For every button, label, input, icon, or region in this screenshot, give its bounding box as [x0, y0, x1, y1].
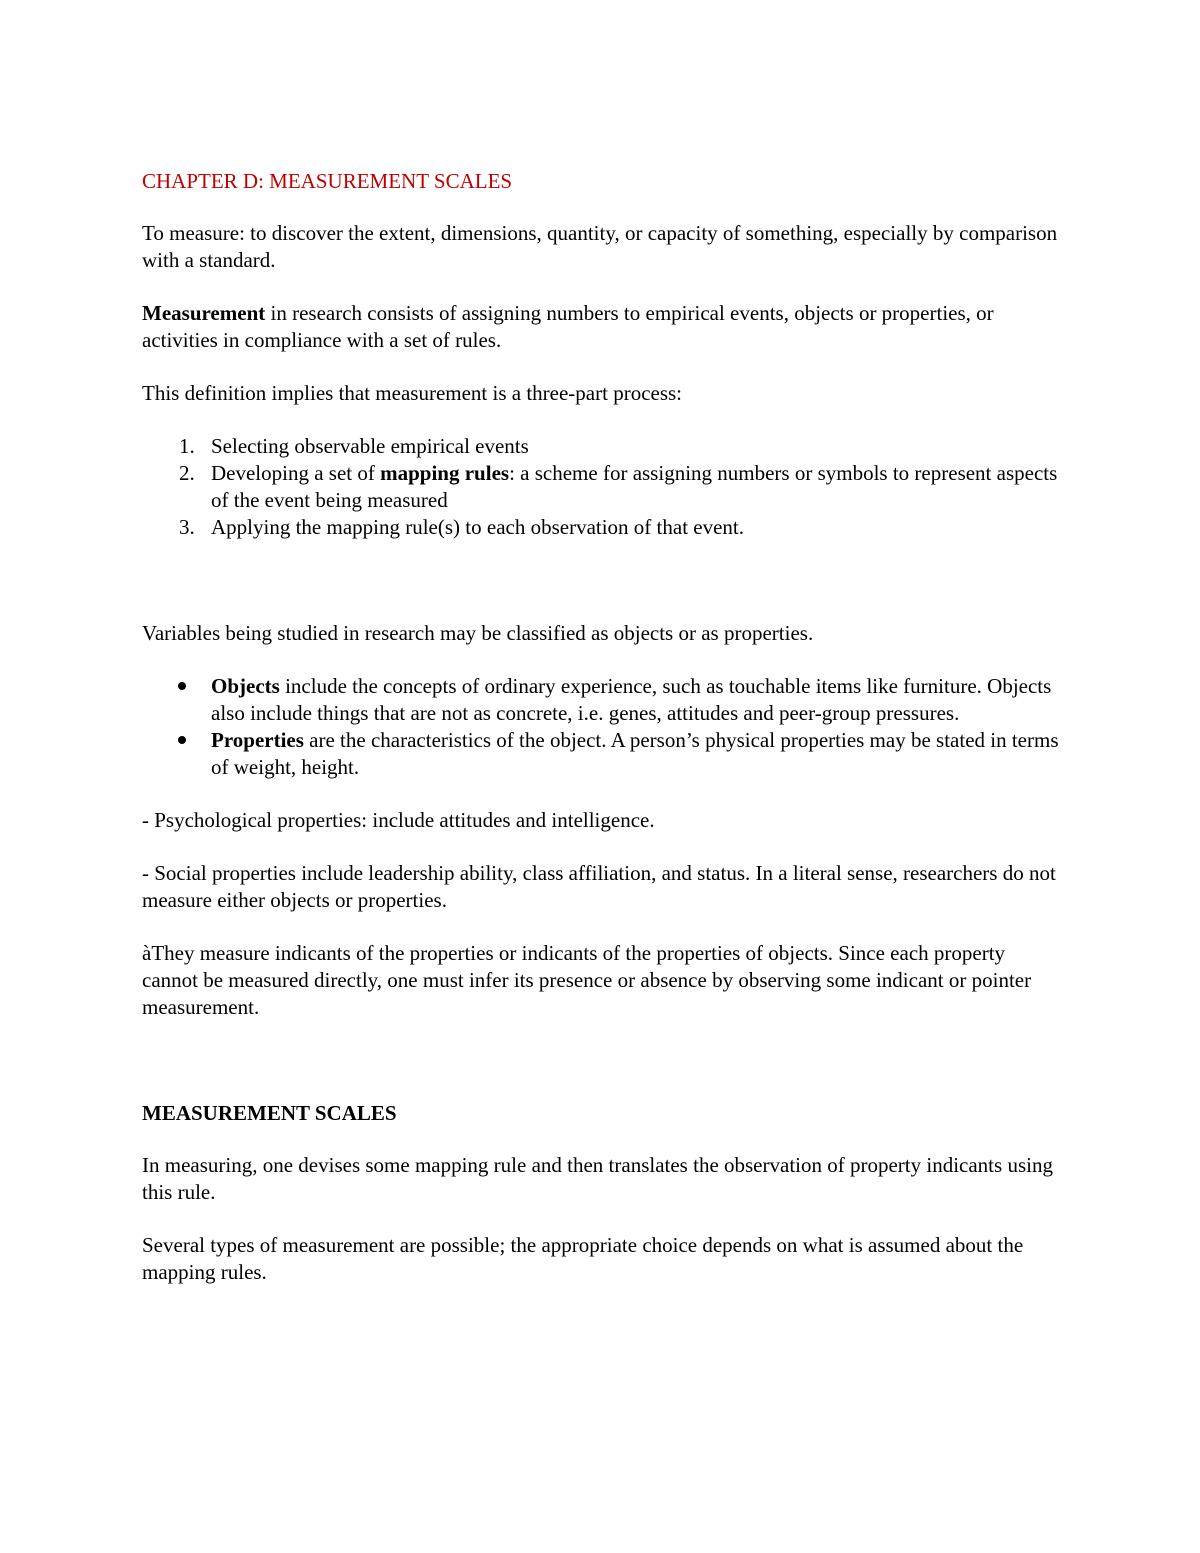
properties-text: are the characteristics of the object. A person’s physical properties may be stated in terms of weight, height. — [211, 728, 1059, 779]
step-number: 1. — [179, 434, 195, 458]
paragraph-variables: Variables being studied in research may be classified as objects or as properties. — [142, 621, 814, 645]
step-text-continued: : a scheme for assigning numbers or symbols to represent aspects of the event being measured — [211, 461, 1058, 512]
paragraph-measuring: In measuring, one devises some mapping rule and then translates the observation of property indicants using this rule. — [142, 1153, 1053, 1204]
term-mapping-rules: mapping rules — [380, 461, 510, 485]
list-item-step-2 — [142, 460, 1062, 514]
paragraph-indicants: àThey measure indicants of the properties or indicants of the properties of objects. Since each property cannot be measured directly, one must infer its presence or absence by observing some indicant or pointer measurement. — [142, 941, 1032, 1019]
objects-properties-list — [142, 673, 1062, 781]
spacer — [142, 1047, 1062, 1100]
term-measurement: Measurement — [142, 301, 266, 325]
paragraph-to-measure: To measure: to discover the extent, dimensions, quantity, or capacity of something, especially by comparison with a standard. — [142, 221, 1058, 272]
step-text: Applying the mapping rule(s) to each observation of that event. — [211, 515, 745, 539]
term-objects: Objects — [211, 674, 280, 698]
chapter-title: CHAPTER D: MEASUREMENT SCALES — [142, 169, 513, 193]
paragraph-measurement-definition — [142, 300, 1062, 354]
step-number: 3. — [179, 515, 195, 539]
paragraph-several-types: Several types of measurement are possible; the appropriate choice depends on what is assumed about the mapping rules. — [142, 1233, 1024, 1284]
bullet-icon — [178, 736, 186, 744]
document-page — [142, 168, 1062, 1312]
paragraph-social-properties: - Social properties include leadership ability, class affiliation, and status. In a literal sense, researchers do not measure either objects or properties. — [142, 861, 1056, 912]
process-steps-list — [142, 433, 1062, 541]
list-item-step-1 — [142, 433, 1062, 460]
list-item-objects — [142, 673, 1062, 727]
step-text: Selecting observable empirical events — [211, 434, 529, 458]
step-text: Developing a set of — [211, 461, 381, 485]
paragraph-psychological-properties: - Psychological properties: include attitudes and intelligence. — [142, 808, 655, 832]
term-properties: Properties — [211, 728, 304, 752]
paragraph-three-part-process: This definition implies that measurement is a three-part process: — [142, 381, 683, 405]
list-item-step-3 — [142, 514, 1062, 541]
bullet-icon — [178, 682, 186, 690]
list-item-properties — [142, 727, 1062, 781]
measurement-definition-text: in research consists of assigning numbers to empirical events, objects or properties, or activities in compliance with a set of rules. — [142, 301, 994, 352]
spacer — [142, 567, 1062, 620]
step-number: 2. — [179, 461, 195, 485]
objects-text: include the concepts of ordinary experience, such as touchable items like furniture. Objects also include things that are not as concrete, i.e. genes, attitudes and peer-group pressures. — [211, 674, 1052, 725]
section-heading: MEASUREMENT SCALES — [142, 1101, 397, 1125]
